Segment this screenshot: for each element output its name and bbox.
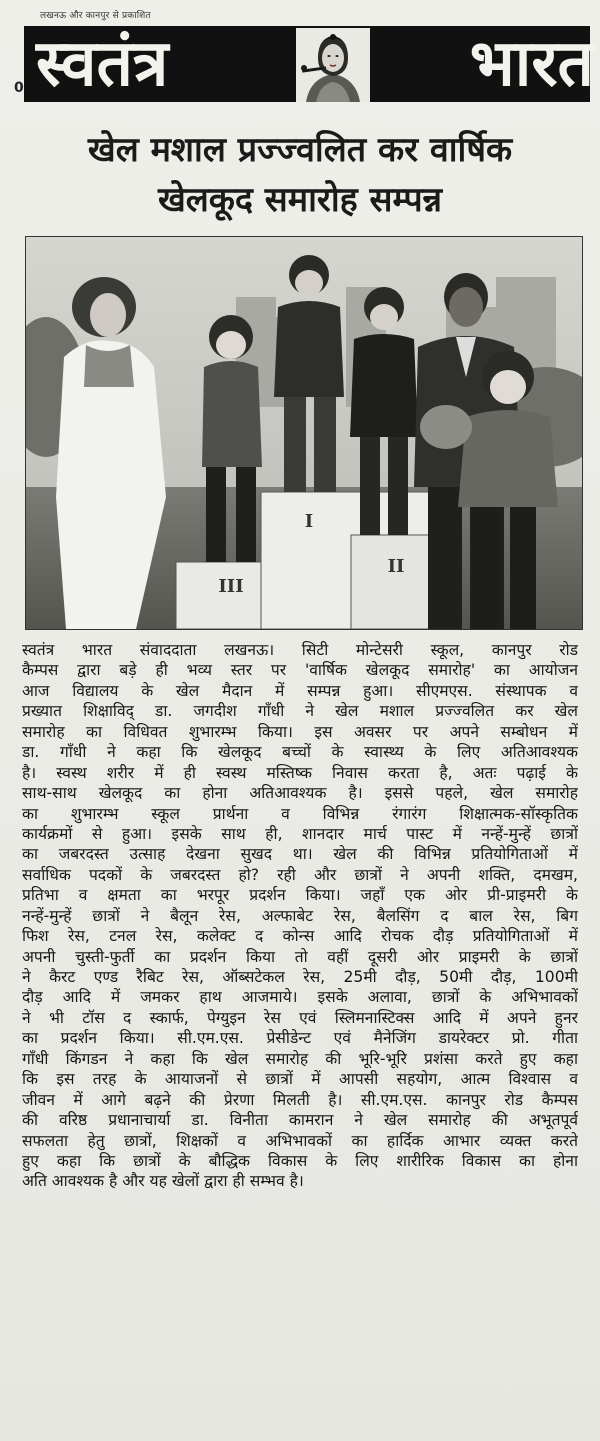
podium-label-first: I <box>304 511 314 532</box>
article-line: नन्हें-मुन्हें छात्रों ने बैलून रेस, अल्फाबेट रेस, बैलसिंग द बाल रेस, बिग <box>22 906 578 925</box>
article-line: कार्यक्रमों से हुआ। इसके साथ ही, शानदार मार्च पास्ट में नन्हें-मुन्हें छात्रों <box>22 824 578 843</box>
article-line: कैम्पस द्वारा बड़े ही भव्य स्तर पर 'वार्षिक खेलकूद समारोह' का आयोजन <box>22 661 578 680</box>
article-line: कि इस तरह के आयाजनों से छात्रों में आपसी सहयोग, आत्म विश्वास व <box>22 1070 578 1089</box>
article-line: दौड़ आदि में जमकर हाथ आजमाये। इसके अलावा, छात्रों के अभिभावकों <box>22 988 578 1007</box>
article-line: साथ-साथ खेलकूद का होना अतिआवश्यक है। इससे पहले, खेल समारोह <box>22 784 578 803</box>
article-line: समारोह का विधिवत शुभारम्भ किया। इस अवसर पर अपने सम्बोधन में <box>22 722 578 741</box>
article-line: है। स्वस्थ शरीर में ही स्वस्थ मस्तिष्क निवास करता है, अतः पढ़ाई के <box>22 763 578 782</box>
podium-label-second: II <box>387 556 405 577</box>
article-line: का शुभारम्भ स्कूल प्रार्थना व विभिन्न रंगारंग शिक्षात्मक-सॉस्कृतिक <box>22 804 578 823</box>
newspaper-name-part1: स्वतंत्र <box>36 26 169 101</box>
headline-line-1: खेल मशाल प्रज्ज्वलित कर वार्षिक <box>87 130 513 170</box>
headline-line-2: खेलकूद समारोह सम्पन्न <box>157 180 443 220</box>
article-line: प्रख्यात शिक्षाविद् डा. जगदीश गाँधी ने खेल मशाल प्रज्ज्वलित कर खेल <box>22 702 578 721</box>
article-line: सर्वाधिक पदकों के जबरदस्त हो? रही और छात्रों ने अपनी शक्ति, दमखम, <box>22 865 578 884</box>
article-line: सफलता हेतु छात्रों, शिक्षकों व अभिभावकों का हार्दिक आभार व्यक्त करते <box>22 1131 578 1150</box>
article-line: गाँधी किंगडन ने कहा कि खेल समारोह की भूरि-भूरि प्रशंसा करते हुए कहा <box>22 1049 578 1068</box>
podium-label-third: III <box>218 576 244 597</box>
event-photo <box>25 236 583 630</box>
photo-scene <box>26 237 582 629</box>
newspaper-name-part2: भारत <box>469 26 594 101</box>
page-edge-number: 0 <box>14 80 24 96</box>
article-line: आज विद्यालय के खेल मैदान में सम्पन्न हुआ। सीएमएस. संस्थापक व <box>22 681 578 700</box>
article-body <box>22 640 578 1192</box>
article-line: अपनी चुस्ती-फुर्ती का प्रदर्शन किया तो वहीं दूसरी ओर प्राइमरी के छात्रों <box>22 947 578 966</box>
article-line: ने भी टॉस द स्कार्फ, पेग्युइन रेस एवं स्लिमनास्टिक्स आदि में अपने हुनर <box>22 1008 578 1027</box>
article-line: फिश रेस, टनल रेस, कलेक्ट द कोन्स आदि रोचक दौड़ प्रतियोगिताओं में <box>22 927 578 946</box>
article-line: का जबरदस्त उत्साह देखना सुखद था। खेल की विभिन्न प्रतियोगिताओं में <box>22 845 578 864</box>
article-line: जीवन में आगे बढ़ने की प्रेरणा मिलती है। सी.एम.एस. कानपुर रोड कैम्पस <box>22 1090 578 1109</box>
masthead-tagline: लखनऊ और कानपुर से प्रकाशित <box>40 11 151 21</box>
article-line: का प्रदर्शन किया। सी.एम.एस. प्रेसीडेन्ट एवं मैनेजिंग डायरेक्टर प्रो. गीता <box>22 1029 578 1048</box>
masthead <box>14 8 594 101</box>
article-line: ने कैरट एण्ड रैबिट रेस, ऑब्सटेकल रेस, 25मी दौड़, 50मी दौड़, 100मी <box>22 968 578 986</box>
article-line: स्वतंत्र भारत संवाददाता लखनऊ। सिटी मोन्टेसरी स्कूल, कानपुर रोड <box>22 641 578 659</box>
article-line: डा. गाँधी ने कहा कि खेलकूद बच्चों के स्वास्थ्य के लिए अतिआवश्यक <box>22 743 578 762</box>
article-line: प्रतिभा व क्षमता का भरपूर प्रदर्शन किया। जहाँ एक ओर प्री-प्राइमरी के <box>22 886 578 905</box>
goddess-illustration-icon <box>296 28 370 102</box>
article-line-last: अति आवश्यक है और यह खेलों द्वारा ही सम्भव है। <box>22 1172 304 1191</box>
article-line: हुए कहा कि छात्रों के बौद्धिक विकास के लिए शारीरिक विकास का होना <box>22 1151 578 1170</box>
article-line: की वरिष्ठ प्रधानाचार्या डा. विनीता कामरान ने खेल समारोह की अभूतपूर्व <box>22 1111 578 1130</box>
